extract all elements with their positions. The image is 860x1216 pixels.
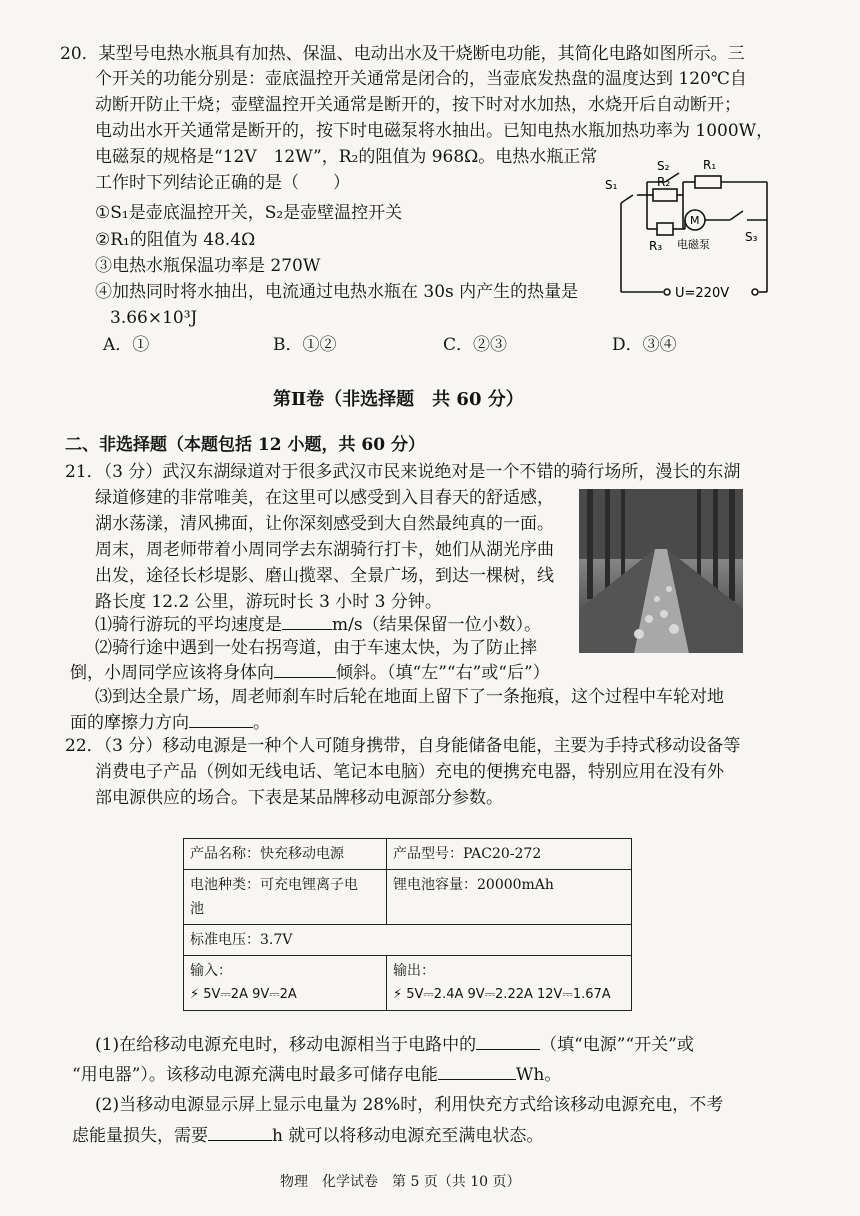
answer-blank-role[interactable] bbox=[476, 1032, 540, 1050]
q20-statement-4-value: 3.66×10³J bbox=[110, 308, 198, 328]
q20-line-1: 20．某型号电热水瓶具有加热、保温、电动出水及干烧断电功能，其简化电路如图所示。三 bbox=[60, 44, 745, 64]
answer-blank-friction[interactable] bbox=[189, 710, 253, 728]
q20-line-6: 工作时下列结论正确的是（ ） bbox=[95, 173, 350, 193]
q21-part-1: ⑴骑行游玩的平均速度是 m/s（结果保留一位小数）。 bbox=[95, 612, 541, 636]
answer-blank-speed[interactable] bbox=[282, 612, 332, 630]
page-footer: 物理 化学试卷 第 5 页（共 10 页） bbox=[280, 1174, 521, 1190]
table-row bbox=[184, 956, 632, 1011]
choice-c[interactable]: C．②③ bbox=[443, 335, 508, 355]
table-cell-product-name: 产品名称：快充移动电源 bbox=[184, 839, 387, 870]
table-row bbox=[184, 839, 632, 870]
answer-blank-time[interactable] bbox=[208, 1123, 272, 1141]
label-s3: S₃ bbox=[745, 230, 758, 244]
q22-part-2-line-2: 虑能量损失，需要 h 就可以将移动电源充至满电状态。 bbox=[72, 1123, 543, 1147]
table-cell-product-model: 产品型号：PAC20-272 bbox=[387, 839, 632, 870]
q21-part-2-line-1: ⑵骑行途中遇到一处右拐弯道，由于车速太快，为了防止摔 bbox=[95, 638, 537, 658]
power-bank-spec-table bbox=[183, 838, 632, 1011]
q21-part-2-line-2: 倒，小周同学应该将身体向 倾斜。（填“左”“右”或“后”） bbox=[70, 660, 550, 684]
q20-line-3: 动断开防止干烧；壶壁温控开关通常是断开的，按下时对水加热，水烧开后自动断开； bbox=[95, 95, 741, 115]
table-row bbox=[184, 925, 632, 956]
q20-statement-1: ①S₁是壶底温控开关，S₂是壶壁温控开关 bbox=[95, 203, 403, 223]
q22-part-1-line-1: (1)在给移动电源充电时，移动电源相当于电路中的 （填“电源”“开关”或 bbox=[95, 1032, 694, 1056]
choice-a[interactable]: A．① bbox=[103, 335, 150, 355]
label-voltage: U=220V bbox=[675, 286, 730, 301]
table-cell-input: 输入： ⚡ 5V⎓2A 9V⎓2A bbox=[184, 956, 387, 1011]
greenway-photo bbox=[579, 489, 743, 653]
label-r3: R₃ bbox=[649, 239, 663, 253]
q21-line-4: 周末，周老师带着小周同学去东湖骑行打卡，她们从湖光序曲 bbox=[95, 540, 554, 560]
label-motor: M bbox=[690, 214, 700, 227]
label-s1: S₁ bbox=[605, 178, 618, 192]
q21-line-2: 绿道修建的非常唯美，在这里可以感受到入目春天的舒适感， bbox=[95, 488, 554, 508]
choice-d[interactable]: D．③④ bbox=[612, 335, 677, 355]
section2-title: 第Ⅱ卷（非选择题 共 60 分） bbox=[273, 389, 524, 410]
q22-part-2-line-1: (2)当移动电源显示屏上显示电量为 28%时，利用快充方式给该移动电源充电，不考 bbox=[95, 1095, 724, 1115]
table-cell-output: 输出： ⚡ 5V⎓2.4A 9V⎓2.22A 12V⎓1.67A bbox=[387, 956, 632, 1011]
table-cell-battery-type: 电池种类：可充电锂离子电 池 bbox=[184, 870, 387, 925]
q22-line-1: 22．（3 分）移动电源是一种个人可随身携带，自身能储备电能，主要为手持式移动设备等 bbox=[65, 736, 741, 756]
choice-b[interactable]: B．①② bbox=[273, 335, 337, 355]
q20-statement-2: ②R₁的阻值为 48.4Ω bbox=[95, 230, 256, 250]
section2-subtitle: 二、非选择题（本题包括 12 小题，共 60 分） bbox=[65, 435, 425, 455]
q20-statement-4: ④加热同时将水抽出，电流通过电热水瓶在 30s 内产生的热量是 bbox=[95, 282, 579, 302]
q21-line-3: 湖水荡漾，清风拂面，让你深刻感受到大自然最纯真的一面。 bbox=[95, 514, 554, 534]
answer-blank-direction[interactable] bbox=[274, 660, 336, 678]
q20-line-2: 个开关的功能分别是：壶底温控开关通常是闭合的，当壶底发热盘的温度达到 120℃自 bbox=[95, 69, 747, 89]
label-r2: R₂ bbox=[657, 175, 671, 189]
table-cell-voltage: 标准电压：3.7V bbox=[184, 925, 632, 956]
q22-line-2: 消费电子产品（例如无线电话、笔记本电脑）充电的便携充电器，特别应用在没有外 bbox=[95, 762, 724, 782]
q20-line-5: 电磁泵的规格是“12V 12W”，R₂的阻值为 968Ω。电热水瓶正常 bbox=[95, 147, 598, 167]
q21-line-6: 路长度 12.2 公里，游玩时长 3 小时 3 分钟。 bbox=[95, 592, 442, 612]
q20-line-4: 电动出水开关通常是断开的，按下时电磁泵将水抽出。已知电热水瓶加热功率为 1000W， bbox=[95, 121, 774, 141]
q21-part-3-line-2: 面的摩擦力方向 。 bbox=[70, 710, 270, 734]
q20-statement-3: ③电热水瓶保温功率是 270W bbox=[95, 256, 321, 276]
q21-line-1: 21．（3 分）武汉东湖绿道对于很多武汉市民来说绝对是一个不错的骑行场所，漫长的东湖 bbox=[65, 462, 741, 482]
q21-line-5: 出发，途径长杉堤影、磨山揽翠、全景广场，到达一棵树，线 bbox=[95, 566, 554, 586]
label-s2: S₂ bbox=[657, 159, 670, 173]
q22-part-1-line-2: “用电器”）。该移动电源充满电时最多可储存电能 Wh。 bbox=[72, 1062, 561, 1086]
answer-blank-energy[interactable] bbox=[438, 1062, 516, 1080]
q21-part-3-line-1: ⑶到达全景广场，周老师刹车时后轮在地面上留下了一条拖痕，这个过程中车轮对地 bbox=[95, 687, 724, 707]
label-r1: R₁ bbox=[703, 158, 717, 172]
label-pump: 电磁泵 bbox=[677, 238, 710, 251]
table-cell-capacity: 锂电池容量：20000mAh bbox=[387, 870, 632, 925]
q22-line-3: 部电源供应的场合。下表是某品牌移动电源部分参数。 bbox=[95, 788, 503, 808]
table-row bbox=[184, 870, 632, 925]
greenway-photo-drawing bbox=[579, 489, 743, 653]
circuit-diagram bbox=[605, 155, 780, 305]
